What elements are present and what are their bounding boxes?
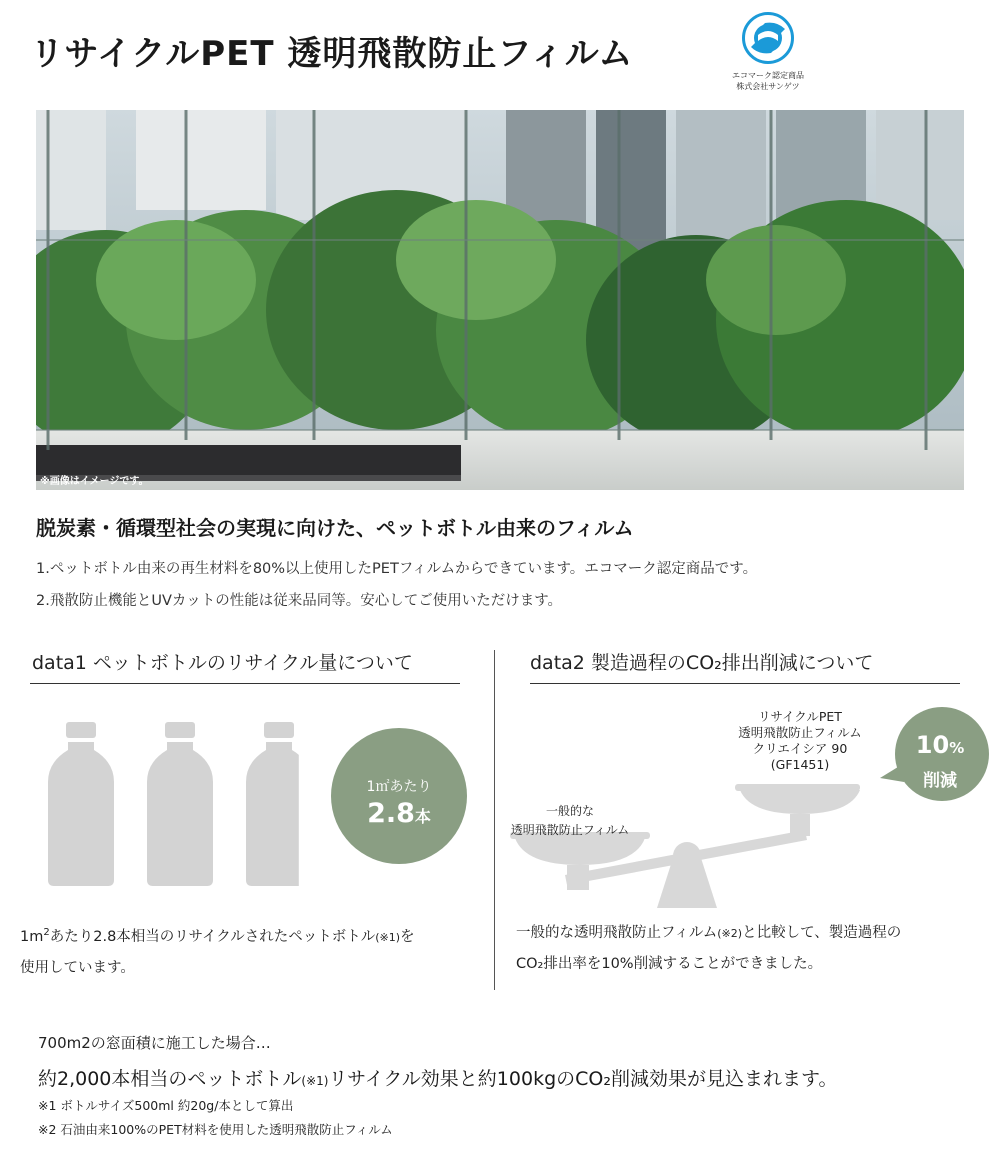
footnote-2: ※2 石油由来100%のPET材料を使用した透明飛散防止フィルム: [38, 1122, 393, 1137]
ecomark-text-1: エコマーク認定商品: [732, 71, 804, 80]
data1-caption: $1m^2$あたり2.8本相当のリサイクルされたペットボトル(※1)を 使用しています。: [20, 927, 415, 976]
intro-point-1: 1.ペットボトル由来の再生材料を80%以上使用したPETフィルムからできています。エコマーク認定商品です。: [36, 561, 758, 577]
data2-divider: [530, 683, 960, 684]
installation-case: 700m2の窓面積に施工した場合…: [38, 1034, 271, 1052]
bottle-3: [246, 722, 312, 886]
ecomark-icon: [742, 12, 794, 64]
scale-illustration: [505, 780, 865, 915]
data2-caption: 一般的な透明飛散防止フィルム(※2)と比較して、製造過程の CO₂排出率を10%削減することができました。: [516, 925, 902, 972]
effect-statement: 約2,000本相当のペットボトル(※1)リサイクル効果と約100kgのCO₂削減効果が見込まれます。: [38, 1068, 838, 1090]
per-m2-label: 1㎡あたり: [366, 779, 432, 795]
recycled-film-label: リサイクルPET 透明飛散防止フィルム クリエイシア 90 (GF1451): [738, 709, 862, 772]
ecomark-badge: [718, 12, 818, 92]
intro-heading: 脱炭素・循環型社会の実現に向けた、ペットボトル由来のフィルム: [36, 516, 634, 540]
footnote-1: ※1 ボトルサイズ500ml 約20g/本として算出: [38, 1098, 294, 1113]
hero-note: ※画像はイメージです。: [40, 476, 149, 487]
intro-point-2: 2.飛散防止機能とUVカットの性能は従来品同等。安心してご使用いただけます。: [36, 593, 563, 609]
bottle-illustration: [40, 716, 320, 890]
reduction-label: 削減: [923, 771, 957, 791]
page-title: リサイクルPET 透明飛散防止フィルム: [30, 34, 634, 74]
data1-title: data1 ペットボトルのリサイクル量について: [32, 652, 413, 674]
per-m2-badge: [331, 728, 467, 864]
ecomark-text-2: 株式会社サンゲツ: [736, 82, 800, 91]
data1-divider: [30, 683, 460, 684]
reduction-value: 10%: [915, 731, 965, 759]
general-film-label: 一般的な 透明飛散防止フィルム: [510, 804, 630, 837]
data2-title: data2 製造過程のCO₂排出削減について: [530, 652, 874, 674]
bottle-1: [48, 722, 114, 886]
bottle-2: [147, 722, 213, 886]
per-m2-value: 2.8本: [367, 798, 431, 829]
hero-image: [36, 110, 964, 490]
